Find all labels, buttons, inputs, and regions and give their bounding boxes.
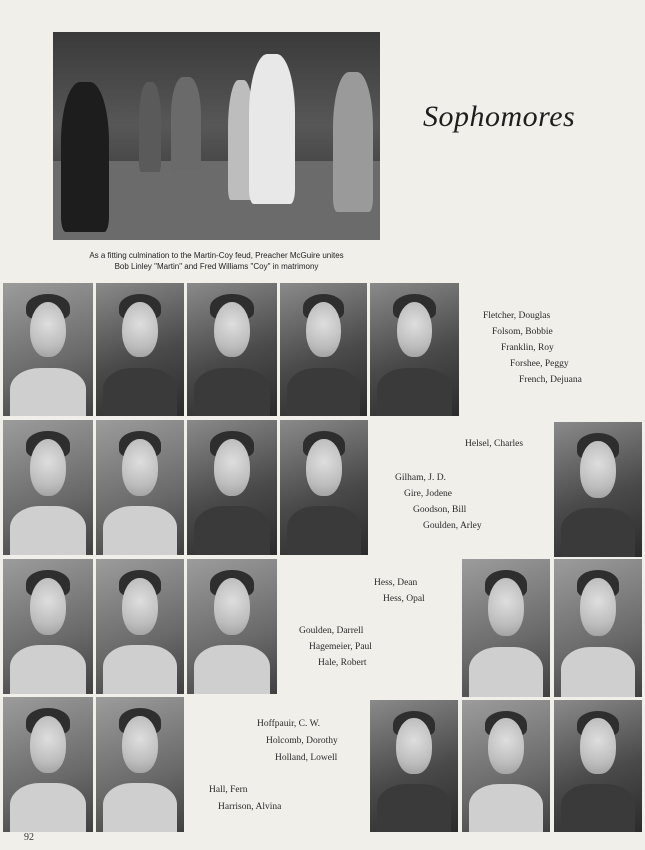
student-name: Hess, Opal: [383, 594, 425, 604]
student-name: Fletcher, Douglas: [483, 311, 551, 321]
student-name: Hoffpauir, C. W.: [257, 719, 321, 729]
portrait: [3, 559, 93, 694]
student-name: French, Dejuana: [519, 375, 582, 385]
student-name: Hale, Robert: [318, 658, 367, 668]
photo-caption: [53, 250, 380, 272]
preacher-figure: [61, 82, 109, 232]
portrait: [3, 697, 93, 832]
portrait: [3, 283, 93, 416]
student-name: Hall, Fern: [209, 785, 248, 795]
portrait: [370, 700, 458, 832]
caption-line-1: As a fitting culmination to the Martin-Coy feud, Preacher McGuire unites: [89, 251, 344, 260]
student-name: Gire, Jodene: [404, 489, 453, 499]
portrait: [3, 420, 93, 555]
onlooker-figure: [139, 82, 161, 172]
event-photo: [53, 32, 380, 240]
student-name: Hess, Dean: [374, 578, 418, 588]
portrait: [96, 283, 184, 416]
portrait: [96, 697, 184, 832]
student-name: Harrison, Alvina: [218, 802, 282, 812]
student-name: Holland, Lowell: [275, 753, 338, 763]
portrait: [554, 422, 642, 557]
portrait: [96, 559, 184, 694]
student-name: Franklin, Roy: [501, 343, 554, 353]
student-name: Goulden, Arley: [423, 521, 482, 531]
portrait: [187, 420, 277, 555]
portrait: [280, 420, 368, 555]
onlooker-figure: [171, 77, 201, 172]
page-number: 92: [24, 832, 34, 843]
student-name: Hagemeier, Paul: [309, 642, 372, 652]
caption-line-2: Bob Linley "Martin" and Fred Williams "Coy" in matrimony: [114, 262, 319, 271]
portrait: [96, 420, 184, 555]
portrait: [554, 700, 642, 832]
student-name: Helsel, Charles: [465, 439, 524, 449]
portrait: [370, 283, 459, 416]
portrait: [554, 559, 642, 697]
student-name: Goodson, Bill: [413, 505, 467, 515]
portrait: [280, 283, 367, 416]
student-name: Folsom, Bobbie: [492, 327, 553, 337]
bride-figure: [249, 54, 295, 204]
portrait: [187, 283, 277, 416]
section-title: Sophomores: [423, 100, 576, 133]
student-name: Gilham, J. D.: [395, 473, 446, 483]
onlooker-figure: [333, 72, 373, 212]
student-name: Forshee, Peggy: [510, 359, 569, 369]
student-name: Goulden, Darrell: [299, 626, 364, 636]
portrait: [462, 559, 550, 697]
portrait: [187, 559, 277, 694]
portrait: [462, 700, 550, 832]
student-name: Holcomb, Dorothy: [266, 736, 338, 746]
